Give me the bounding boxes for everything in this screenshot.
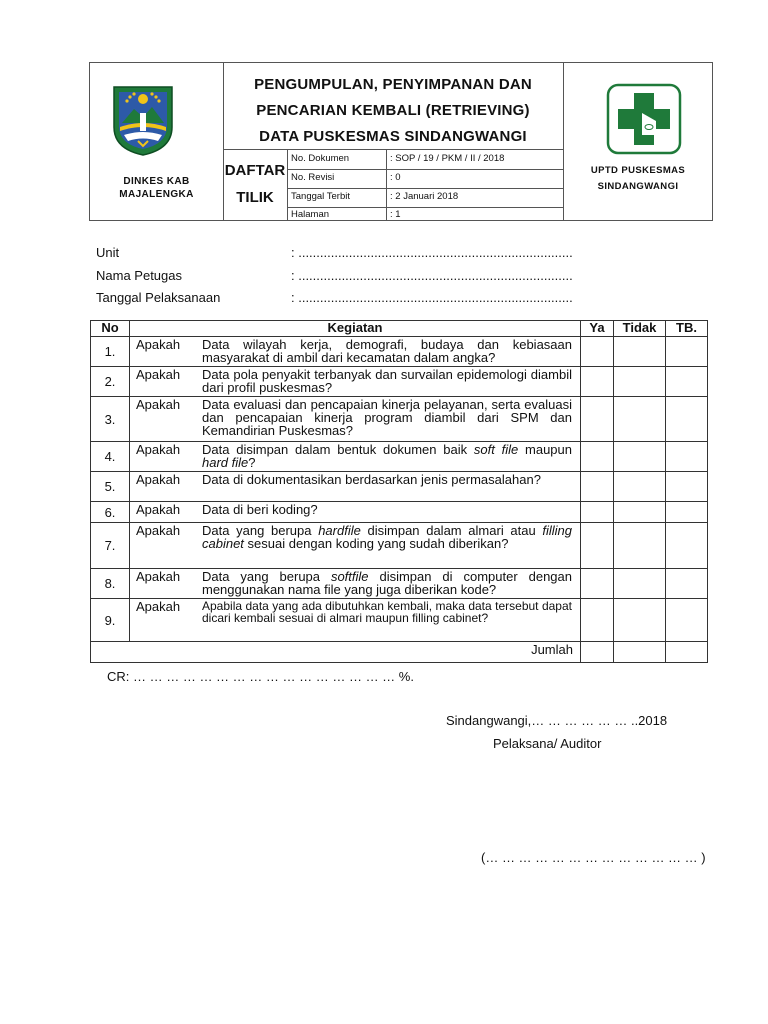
- question-text-part: Data disimpan dalam bentuk dokumen baik: [202, 442, 474, 457]
- row-number: 5.: [91, 472, 130, 502]
- question-text-part: sesuai dengan koding yang sudah diberikan?: [243, 536, 509, 551]
- row-question: [130, 337, 581, 367]
- row-question: [130, 472, 581, 502]
- question-text: Data di beri koding?: [202, 502, 318, 517]
- meta-label: No. Dokumen: [291, 153, 350, 164]
- table-row: [91, 599, 708, 642]
- ya-cell[interactable]: [581, 442, 614, 472]
- cr-line: CR: … … … … … … … … … … … … … … … … %.: [107, 669, 414, 684]
- row-question: [130, 367, 581, 397]
- table-row: [91, 337, 708, 367]
- info-value-tanggal: : ............................................................................: [291, 290, 573, 305]
- header-divider: [386, 149, 387, 220]
- left-organization-label: [90, 175, 223, 201]
- info-value-unit: : ............................................................................: [291, 245, 573, 260]
- ya-cell[interactable]: [581, 523, 614, 569]
- signature-place-date: Sindangwangi,… … … … … … ..2018: [446, 713, 668, 728]
- jumlah-label: Jumlah: [91, 642, 581, 663]
- question-text-italic: hardfile: [318, 523, 361, 538]
- question-prefix: Apakah: [136, 523, 181, 538]
- tb-cell[interactable]: [666, 569, 708, 599]
- question-prefix: Apakah: [136, 569, 181, 584]
- info-label-nama-petugas: Nama Petugas: [96, 268, 182, 283]
- majalengka-regency-emblem-icon: [110, 83, 176, 157]
- tidak-cell[interactable]: [614, 569, 666, 599]
- ya-total-cell[interactable]: [581, 642, 614, 663]
- row-question: [130, 523, 581, 569]
- tb-cell[interactable]: [666, 367, 708, 397]
- meta-value: : 0: [390, 172, 401, 183]
- question-prefix: Apakah: [136, 599, 181, 614]
- row-number: 2.: [91, 367, 130, 397]
- signature-role: Pelaksana/ Auditor: [493, 736, 602, 751]
- column-header-tb: TB.: [666, 321, 708, 337]
- table-header-row: [91, 321, 708, 337]
- tidak-cell[interactable]: [614, 472, 666, 502]
- tb-cell[interactable]: [666, 502, 708, 523]
- question-text-italic: filling cabinet: [202, 523, 572, 551]
- row-number: 8.: [91, 569, 130, 599]
- ya-cell[interactable]: [581, 599, 614, 642]
- ya-cell[interactable]: [581, 472, 614, 502]
- row-question: [130, 569, 581, 599]
- question-prefix: Apakah: [136, 502, 181, 517]
- tidak-cell[interactable]: [614, 442, 666, 472]
- row-number: 9.: [91, 599, 130, 642]
- question-text: Data wilayah kerja, demografi, budaya dan kebiasaan masyarakat di ambil dari kecamatan dalam angka?: [202, 337, 572, 365]
- question-text-part: Data yang berupa: [202, 523, 319, 538]
- row-number: 1.: [91, 337, 130, 367]
- question-prefix: Apakah: [136, 337, 181, 352]
- tb-cell[interactable]: [666, 599, 708, 642]
- table-row: [91, 442, 708, 472]
- question-text-part: ?: [248, 455, 256, 470]
- tidak-cell[interactable]: [614, 502, 666, 523]
- table-row: [91, 367, 708, 397]
- header-divider: [563, 63, 564, 220]
- document-title-line: PENCARIAN KEMBALI (RETRIEVING): [256, 102, 530, 119]
- question-text: Data di dokumentasikan berdasarkan jenis permasalahan?: [202, 472, 541, 487]
- question-text: Apabila data yang ada dibutuhkan kembali, maka data tersebut dapat dicari kembali sesuai di almari maupun filling cabinet?: [202, 599, 572, 625]
- tidak-cell[interactable]: [614, 367, 666, 397]
- question-text: [202, 523, 572, 550]
- question-text-italic: soft file: [473, 442, 519, 457]
- header-divider: [223, 149, 563, 150]
- row-number: 3.: [91, 397, 130, 442]
- checklist-table: [90, 320, 708, 663]
- document-title-line: DATA PUSKESMAS SINDANGWANGI: [259, 128, 527, 145]
- header-divider: [287, 188, 563, 189]
- table-row: [91, 502, 708, 523]
- meta-value: : SOP / 19 / PKM / II / 2018: [390, 153, 505, 164]
- right-organization-label: [563, 163, 713, 195]
- question-prefix: Apakah: [136, 442, 181, 457]
- question-text-part: disimpan dalam almari atau: [360, 523, 543, 538]
- tb-cell[interactable]: [666, 472, 708, 502]
- row-number: 6.: [91, 502, 130, 523]
- meta-label: Halaman: [291, 209, 330, 220]
- meta-value: : 2 Januari 2018: [390, 191, 459, 202]
- column-header-no: No: [91, 321, 130, 337]
- header-divider: [287, 169, 563, 170]
- question-text: [202, 569, 572, 596]
- question-text: Data evaluasi dan pencapaian kinerja pelayanan, serta evaluasi dan pencapaian kinerja program diambil dari SPM dan Kemandirian Puskesmas?: [202, 397, 572, 438]
- column-header-kegiatan: Kegiatan: [130, 321, 581, 337]
- info-label-unit: Unit: [96, 245, 120, 260]
- puskesmas-cross-house-icon: [606, 83, 682, 155]
- org-line: DINKES KAB: [123, 176, 190, 187]
- tidak-cell[interactable]: [614, 337, 666, 367]
- question-prefix: Apakah: [136, 367, 181, 382]
- tb-cell[interactable]: [666, 337, 708, 367]
- ya-cell[interactable]: [581, 502, 614, 523]
- ya-cell[interactable]: [581, 337, 614, 367]
- question-prefix: Apakah: [136, 397, 181, 412]
- row-question: [130, 502, 581, 523]
- question-text-part: Data yang berupa: [202, 569, 331, 584]
- question-text-part: maupun: [518, 442, 572, 457]
- question-text: [202, 442, 572, 469]
- meta-value: : 1: [390, 209, 401, 220]
- table-total-row: [91, 642, 708, 663]
- signature-name-placeholder: (… … … … … … … … … … … … … ): [481, 850, 706, 865]
- tb-cell[interactable]: [666, 442, 708, 472]
- table-row: [91, 397, 708, 442]
- row-number: 4.: [91, 442, 130, 472]
- header-divider: [287, 149, 288, 220]
- row-number: 7.: [91, 523, 130, 569]
- org-line: UPTD PUSKESMAS: [590, 165, 686, 176]
- table-row: [91, 569, 708, 599]
- org-line: SINDANGWANGI: [597, 181, 679, 192]
- row-question: [130, 599, 581, 642]
- table-row: [91, 472, 708, 502]
- meta-label: No. Revisi: [291, 172, 335, 183]
- org-line: MAJALENGKA: [119, 189, 194, 200]
- row-question: [130, 442, 581, 472]
- document-header: [89, 62, 713, 221]
- doc-type-label: TILIK: [236, 189, 274, 206]
- tb-cell[interactable]: [666, 397, 708, 442]
- header-divider: [287, 207, 563, 208]
- info-value-nama-petugas: : ............................................................................: [291, 268, 573, 283]
- question-text: Data pola penyakit terbanyak dan survailan epidemologi diambil dari profil puskesmas?: [202, 367, 572, 395]
- tidak-cell[interactable]: [614, 599, 666, 642]
- row-question: [130, 397, 581, 442]
- tidak-cell[interactable]: [614, 397, 666, 442]
- tb-total-cell[interactable]: [666, 642, 708, 663]
- question-prefix: Apakah: [136, 472, 181, 487]
- tidak-cell[interactable]: [614, 523, 666, 569]
- question-text-italic: softfile: [330, 569, 369, 584]
- info-label-tanggal: Tanggal Pelaksanaan: [96, 290, 221, 305]
- ya-cell[interactable]: [581, 367, 614, 397]
- ya-cell[interactable]: [581, 397, 614, 442]
- question-text-part: disimpan di computer dengan menggunakan nama file yang juga diberikan kode?: [202, 569, 572, 597]
- tb-cell[interactable]: [666, 523, 708, 569]
- document-title-line: PENGUMPULAN, PENYIMPANAN DAN: [254, 76, 532, 93]
- tidak-total-cell[interactable]: [614, 642, 666, 663]
- column-header-ya: Ya: [581, 321, 614, 337]
- doc-type-label: DAFTAR: [224, 162, 286, 179]
- ya-cell[interactable]: [581, 569, 614, 599]
- table-row: [91, 523, 708, 569]
- column-header-tidak: Tidak: [614, 321, 666, 337]
- question-text-italic: hard file: [202, 455, 249, 470]
- meta-label: Tanggal Terbit: [291, 191, 350, 202]
